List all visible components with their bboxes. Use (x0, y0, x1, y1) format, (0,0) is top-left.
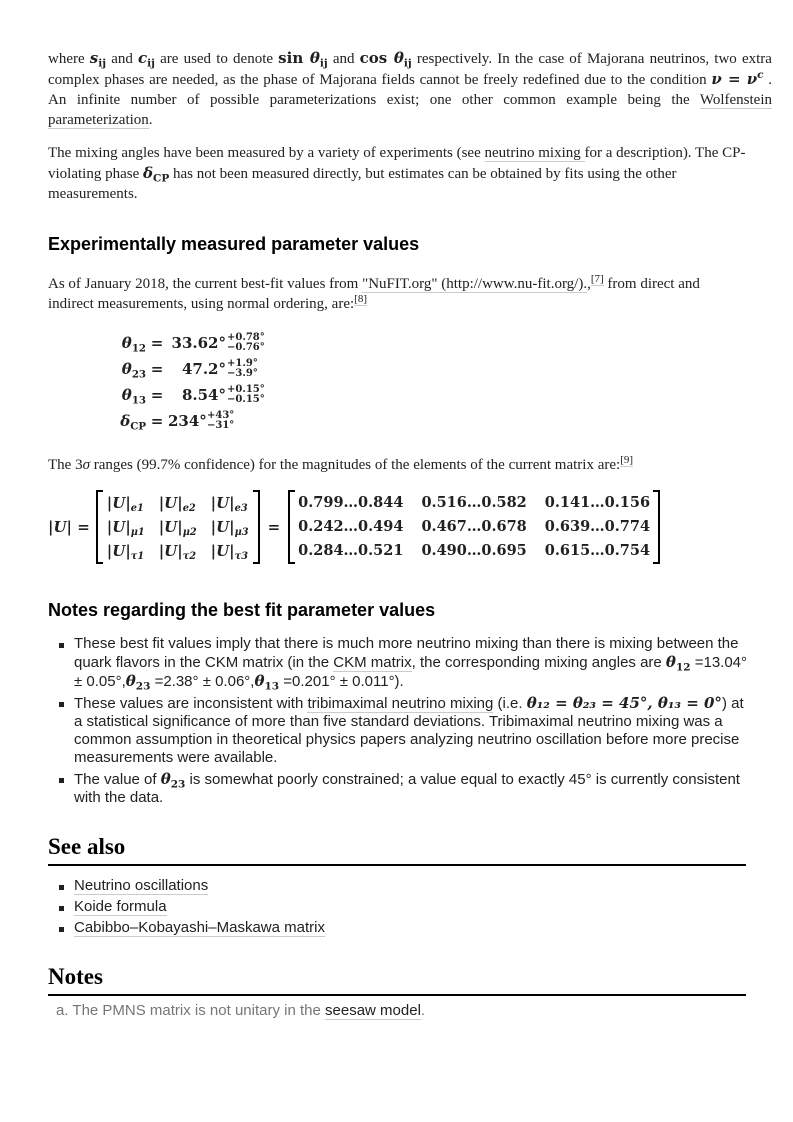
list-item (48, 877, 748, 895)
citation-9[interactable]: [9] (620, 454, 634, 466)
see-also-list (48, 877, 748, 940)
link-ckm-matrix[interactable]: CKM matrix (333, 654, 412, 671)
link-neutrino-mixing[interactable]: neutrino mixing (484, 145, 585, 161)
note-a: a. The PMNS matrix is not unitary in the seesaw model. (56, 1002, 426, 1019)
numeric-matrix: 0.799…0.844 0.516…0.582 0.141…0.156 0.242…0.494 0.467…0.678 0.639…0.774 0.284…0.521 0.490…0.695 0.615…0.754 (298, 494, 651, 559)
heading-see-also: See also (48, 833, 746, 866)
link-nufit[interactable]: "NuFIT.org" (http://www.nu-fit.org/). (362, 276, 588, 292)
symbolic-matrix: $|U|_{e1}$ $|U|_{e2}$ $|U|_{e3}$ $|U|_{\mu 1}$ $|U|_{\mu 2}$ $|U|_{\mu 3}$ $|U|_{\tau 1}$ $|U|_{\tau 2}$ $|U|_{\tau 3}$ (106, 494, 249, 562)
heading-experimentally-measured: Experimentally measured parameter values (48, 234, 420, 254)
heading-notes: Notes (48, 963, 746, 996)
list-item (48, 919, 748, 937)
link-koide-formula[interactable]: Koide formula (74, 898, 167, 915)
nufit-paragraph: As of January 2018, the current best-fit values from "NuFIT.org" (http://www.nu-fit.org/).,[7] from direct and indirect measurements, using normal ordering, are:[8] (48, 273, 700, 312)
list-item: These values are inconsistent with tribimaximal neutrino mixing (i.e. θ₁₂ = θ₂₃ = 45°, θ₁₃ = 0°) at a statistical significance of more than five standard deviations. Tribimaximal neutrino mixing was a common assumption in theoretical physics papers analyzing neutrino oscillation before more precise measurements were available. (48, 694, 748, 767)
link-tribimaximal-mixing[interactable]: tribimaximal neutrino mixing (307, 695, 494, 712)
list-item (48, 898, 748, 916)
pmns-magnitude-matrix: |U| = $|U|_{e1}$ $|U|_{e2}$ $|U|_{e3}$ $|U|_{\mu 1}$ $|U|_{\mu 2}$ $|U|_{\mu 3}$ $|U|_{\tau 1}$ $|U|_{\tau 2}$ $|U|_{\tau 3}$ = 0.799…0.844 0.516…0.582 0.141…0.156 0.242…0.494 0.467…0.678 0.639…0.774 0.284…0.521 0.490…0.695 0.615…0.754 (48, 490, 660, 564)
heading-notes-best-fit: Notes regarding the best fit parameter values (48, 600, 436, 620)
list-item: These best fit values imply that there is much more neutrino mixing than there is mixing between the quark flavors in the CKM matrix (in the CKM matrix, the corresponding mixing angles are $\theta_{12} =13.04^\circ \pm 0.05^\circ,\theta_{23} =2.38^\circ \pm 0.06^\circ,\theta_{13} =0.201^\circ \pm 0.011^\circ$). (48, 635, 748, 691)
intro-paragraph-1: where $s_{ij}$ and $c_{ij}$ are used to denote $\sin \theta_{ij}$ and $\cos \theta_{ij}$ respectively. In the case of Majorana neutrinos, two extra complex phases are needed, as the phase of Majorana fields cannot be freely redefined due to the condition $\nu = \nu^c$ . An infinite number of possible parameterizations exist; one other common example being the Wolfenstein parameterization. (48, 49, 773, 128)
link-ckm-matrix-full[interactable]: Cabibbo–Kobayashi–Maskawa matrix (74, 919, 325, 936)
equation-theta23: $\theta_{23}$ = 47.2° +1.9° −3.9° (121, 358, 258, 381)
intro-paragraph-2: The mixing angles have been measured by a variety of experiments (see neutrino mixing for a description). The CP-violating phase $\delta_{CP}$ has not been measured directly, but estimates can be obtained by fits using the other measurements. (48, 145, 746, 202)
link-seesaw-model[interactable]: seesaw model (325, 1002, 421, 1019)
equation-delta-cp: $\delta_{CP}$ = 234° +43° −31° (120, 410, 235, 433)
citation-8[interactable]: [8] (354, 293, 367, 305)
equation-theta13: $\theta_{13}$ = 8.54° +0.15° −0.15° (121, 384, 265, 407)
link-neutrino-oscillations[interactable]: Neutrino oscillations (74, 877, 209, 894)
best-fit-notes-list (48, 635, 748, 810)
ranges-paragraph: The 3σ ranges (99.7% confidence) for the magnitudes of the elements of the current matrix are:[9] (48, 454, 634, 473)
link-wolfenstein-parameterization[interactable]: Wolfenstein parameterization (48, 92, 772, 128)
equation-theta12: $\theta_{12}$ = 33.62° +0.78° −0.76° (121, 332, 265, 355)
citation-7[interactable]: [7] (590, 273, 604, 285)
list-item: The value of $\theta_{23}$ is somewhat poorly constrained; a value equal to exactly 45° is currently consistent with the data. (48, 770, 748, 807)
best-fit-equations (90, 330, 265, 434)
